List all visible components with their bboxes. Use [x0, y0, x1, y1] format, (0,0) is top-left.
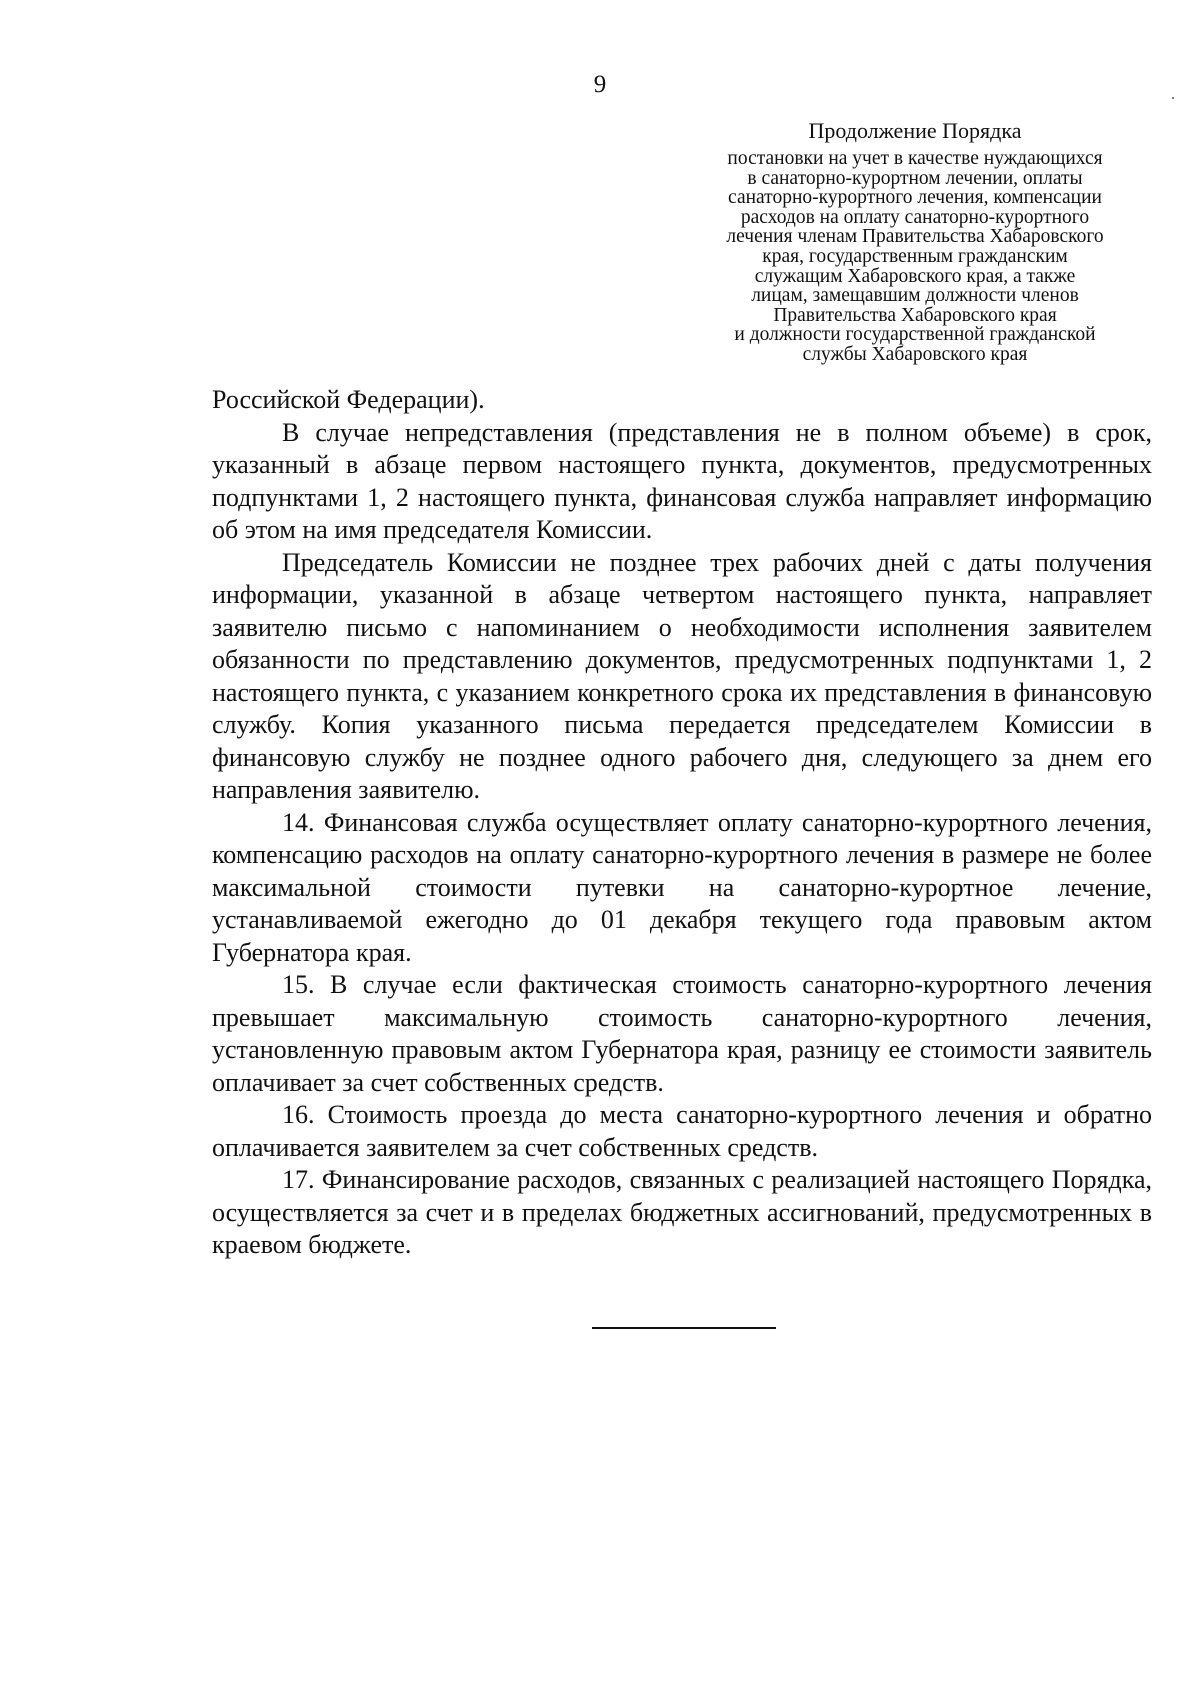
page-number: 9 — [593, 71, 607, 98]
header-line: и должности государственной гражданской — [734, 324, 1096, 346]
document-body — [212, 384, 1152, 1262]
appendix-header — [680, 118, 1150, 365]
clause-16: 16. Стоимость проезда до места санаторно-курортного лечения и обратно оплачивается заявителем за счет собственных средств. — [212, 1100, 1152, 1162]
clause-17: 17. Финансирование расходов, связанных с реализацией настоящего Порядка, осуществляется за счет и в пределах бюджетных ассигнований, предусмотренных в краевом бюджете. — [212, 1165, 1152, 1259]
header-line: края, государственным гражданским — [762, 245, 1068, 267]
header-line: Правительства Хабаровского края — [773, 304, 1057, 326]
clause-14: 14. Финансовая служба осуществляет оплату санаторно-курортного лечения, компенсацию расходов на оплату санаторно-курортного лечения в размере не более максимальной стоимости путевки на санаторно-курортное лечение, устанавливаемой ежегодно до 01 декабря текущего года правовым актом Губернатора края. — [212, 807, 1152, 967]
clause-15: 15. В случае если фактическая стоимость санаторно-курортного лечения превышает максимальную стоимость санаторно-курортного лечения, установленную правовым актом Губернатора края, разницу ее стоимости заявитель оплачивает за счет собственных средств. — [212, 970, 1152, 1097]
paragraph-nonsubmission: В случае непредставления (представления не в полном объеме) в срок, указанный в абзаце первом настоящего пункта, документов, предусмотренных подпунктами 1, 2 настоящего пункта, финансовая служба направляет информацию об этом на имя председателя Комиссии. — [212, 417, 1152, 544]
header-line: службы Хабаровского края — [802, 343, 1028, 365]
paragraph-continuation: Российской Федерации). — [212, 385, 485, 414]
header-line: постановки на учет в качестве нуждающихся — [727, 148, 1103, 169]
scan-speck — [1172, 97, 1174, 99]
end-of-document-rule — [592, 1327, 776, 1329]
header-line: в санаторно-курортном лечении, оплаты — [747, 167, 1083, 189]
header-line: расходов на оплату санаторно-курортного — [740, 206, 1090, 228]
header-line: служащим Хабаровского края, а также — [754, 265, 1076, 287]
header-line: лечения членам Правительства Хабаровского — [726, 226, 1104, 248]
header-line: лицам, замещавшим должности членов — [751, 285, 1079, 307]
paragraph-commission-chair: Председатель Комиссии не позднее трех рабочих дней с даты получения информации, указанной в абзаце четвертом настоящего пункта, направляет заявителю письмо с напоминанием о необходимости исполнения заявителем обязанности по представлению документов, предусмотренных подпунктами 1, 2 настоящего пункта, с указанием конкретного срока их представления в финансовую службу. Копия указанного письма передается председателем Комиссии в финансовую службу не позднее одного рабочего дня, следующего за днем его направления заявителю. — [212, 547, 1152, 804]
header-title: Продолжение Порядка — [808, 118, 1022, 143]
header-line: санаторно-курортного лечения, компенсации — [728, 187, 1102, 209]
